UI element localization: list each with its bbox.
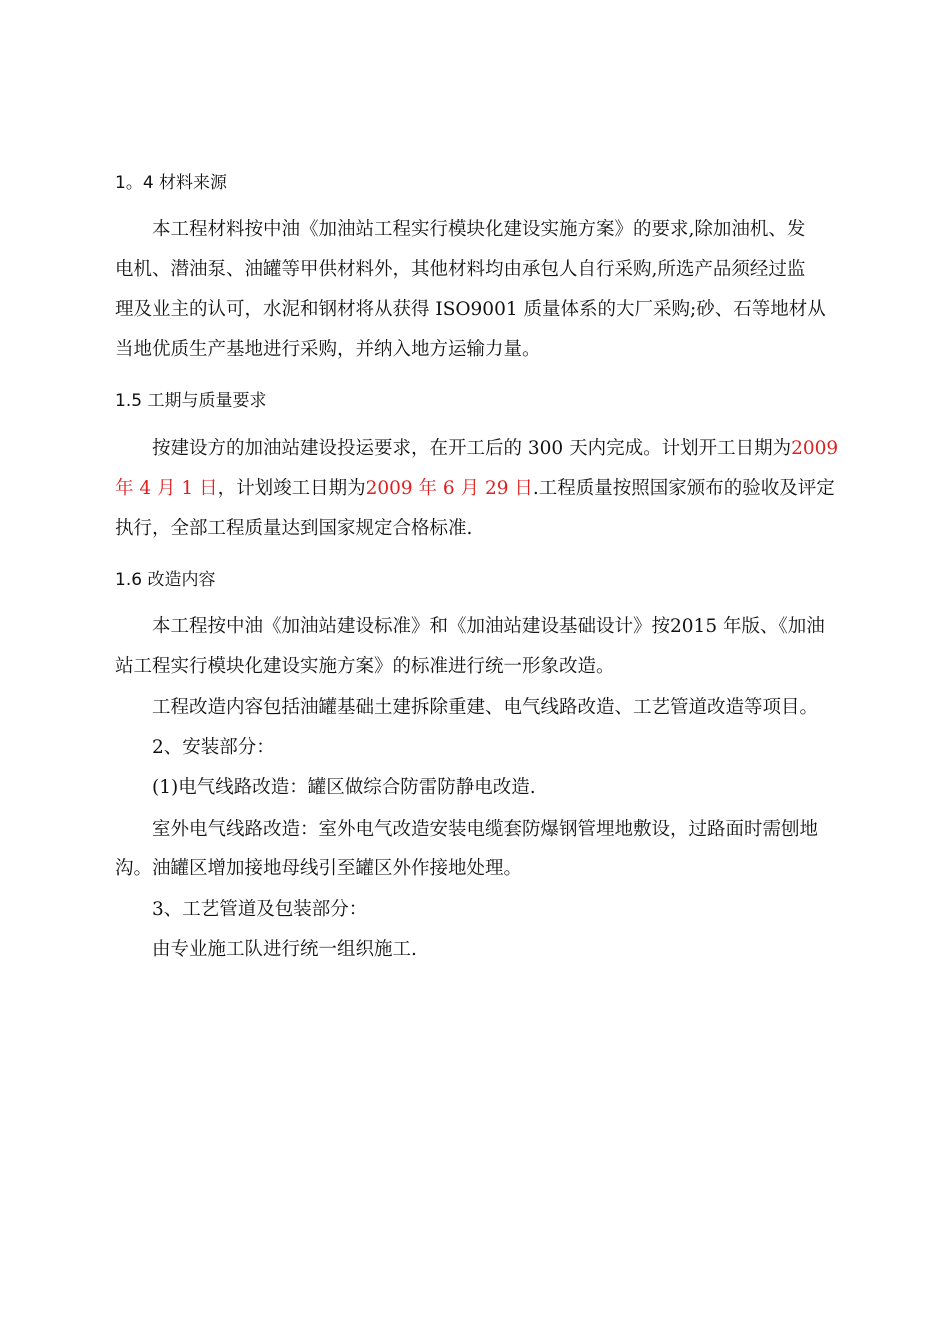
paragraph-line: 电机、潜油泵、油罐等甲供材料外，其他材料均由承包人自行采购,所选产品须经过监	[115, 259, 806, 280]
highlighted-date: 2009	[791, 438, 839, 459]
plain-text: 按建设方的加油站建设投运要求，在开工后的 300 天内完成。计划开工日期为	[152, 438, 792, 459]
list-item: (1)电气线路改造：罐区做综合防雷防静电改造.	[152, 777, 536, 798]
paragraph-line: 本工程材料按中油《加油站工程实行模块化建设实施方案》的要求,除加油机、发	[152, 219, 806, 240]
paragraph-line: 理及业主的认可，水泥和钢材将从获得 ISO9001 质量体系的大厂采购;砂、石等地材从	[115, 299, 826, 320]
plain-text: ，计划竣工日期为	[217, 478, 366, 499]
paragraph-line: 站工程实行模块化建设实施方案》的标准进行统一形象改造。	[115, 656, 615, 677]
highlighted-date: 年 4 月 1 日	[115, 478, 218, 499]
section-heading-1-4: 1。4 材料来源	[115, 173, 228, 193]
paragraph-line: 室外电气线路改造：室外电气改造安装电缆套防爆钢管埋地敷设，过路面时需刨地	[152, 819, 819, 840]
section-heading-1-5: 1.5 工期与质量要求	[115, 391, 267, 411]
list-item: 由专业施工队进行统一组织施工.	[152, 939, 417, 960]
highlighted-date: 2009 年 6 月 29 日	[365, 478, 533, 499]
paragraph-line: 沟。油罐区增加接地母线引至罐区外作接地处理。	[115, 858, 523, 879]
paragraph-line: 执行，全部工程质量达到国家规定合格标准.	[115, 518, 473, 539]
list-item: 2、安装部分：	[152, 737, 275, 758]
list-item: 3、工艺管道及包装部分：	[152, 899, 368, 920]
paragraph-line: 本工程按中油《加油站建设标准》和《加油站建设基础设计》按2015 年版、《加油	[152, 616, 825, 637]
paragraph-line	[115, 477, 835, 501]
paragraph-line: 当地优质生产基地进行采购，并纳入地方运输力量。	[115, 339, 541, 360]
section-heading-1-6: 1.6 改造内容	[115, 570, 216, 590]
plain-text: .工程质量按照国家颁布的验收及评定	[532, 478, 835, 499]
paragraph-line	[152, 437, 838, 461]
paragraph-line: 工程改造内容包括油罐基础土建拆除重建、电气线路改造、工艺管道改造等项目。	[152, 697, 819, 718]
